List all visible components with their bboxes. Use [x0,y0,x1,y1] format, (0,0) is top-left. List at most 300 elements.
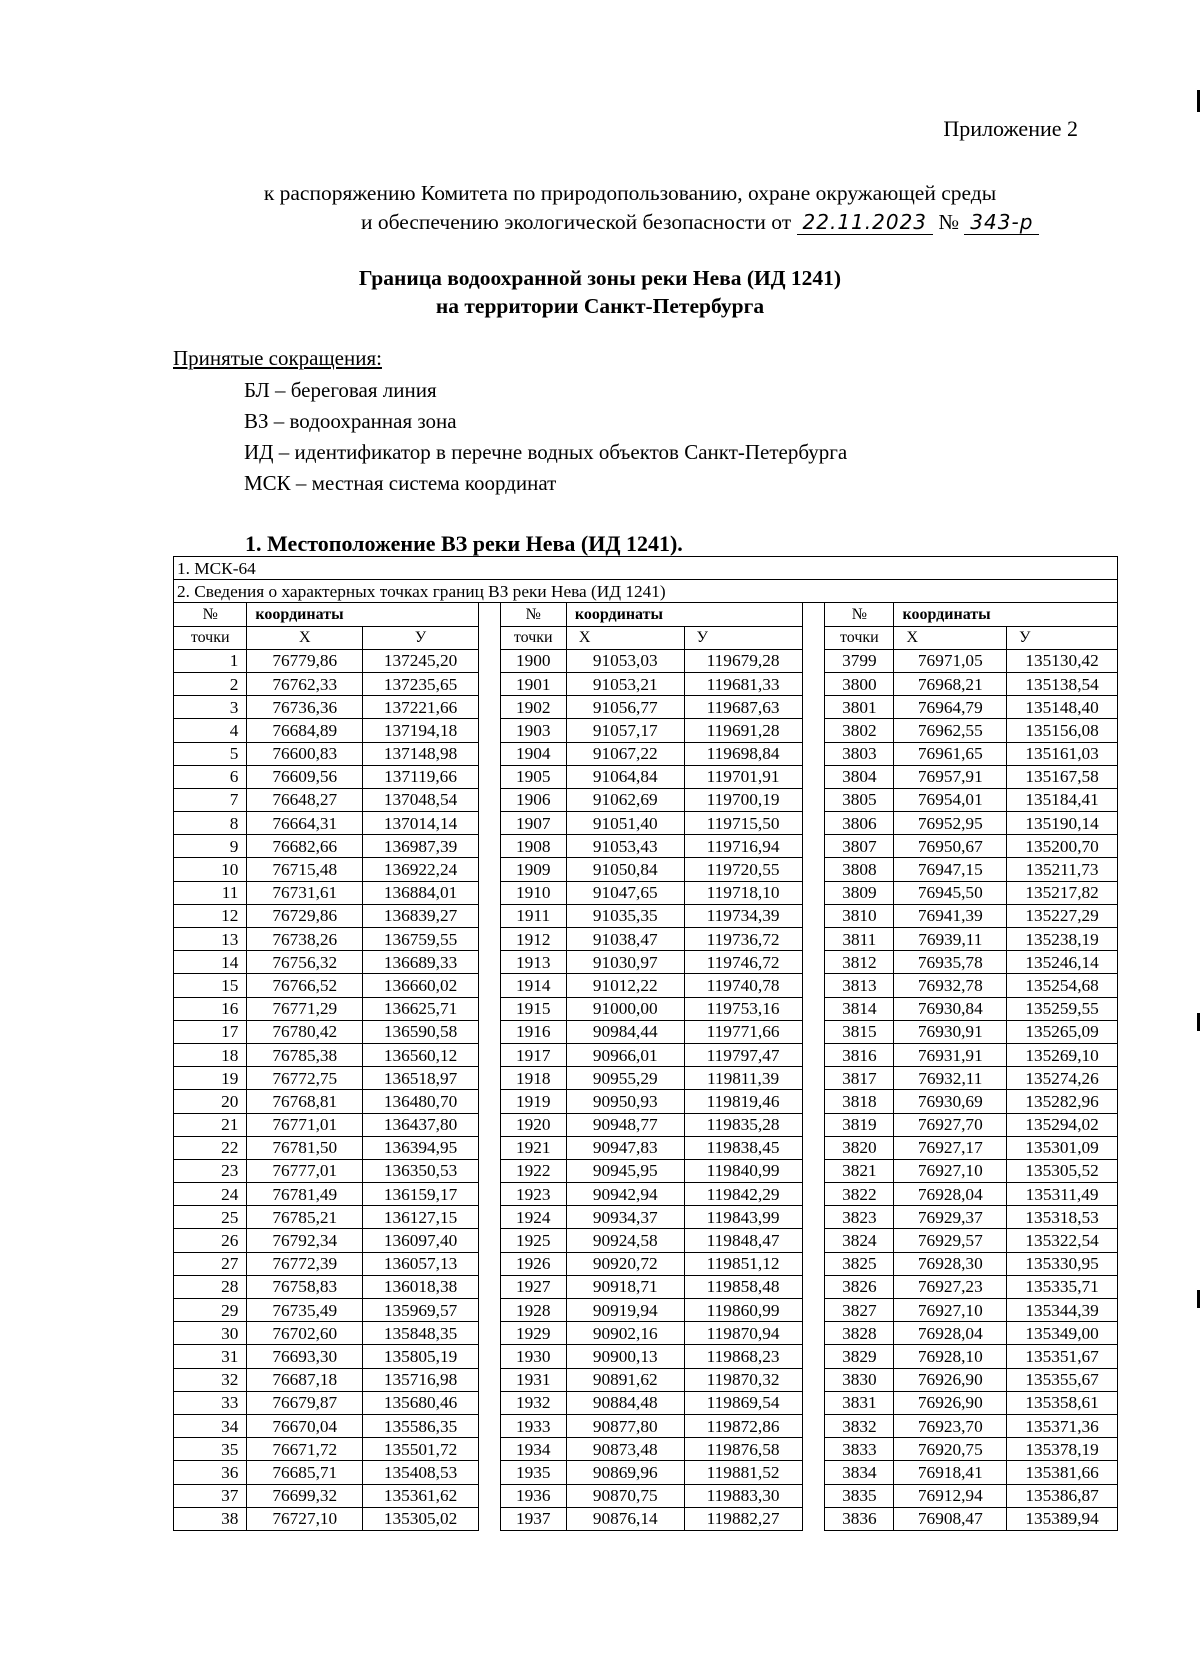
header-coordinates: координаты [894,603,1118,626]
table-cell-x-coordinate: 91012,22 [566,974,684,997]
table-cell-y-coordinate: 135265,09 [1007,1020,1118,1043]
table-cell-point-number: 3820 [825,1136,894,1159]
table-cell-y-coordinate: 119716,94 [684,835,802,858]
table-cell-point-number: 11 [174,881,247,904]
table-cell-x-coordinate: 76762,33 [247,672,363,695]
table-cell-point-number: 3811 [825,928,894,951]
table-cell-point-number: 1915 [500,997,566,1020]
header-coordinates: координаты [566,603,802,626]
table-row [174,974,1118,997]
table-cell-x-coordinate: 76928,04 [894,1322,1007,1345]
table-cell-y-coordinate: 137148,98 [363,742,479,765]
table-cell-y-coordinate: 119753,16 [684,997,802,1020]
table-cell-point-number: 34 [174,1414,247,1437]
table-cell-x-coordinate: 90870,75 [566,1484,684,1507]
table-cell-x-coordinate: 76731,61 [247,881,363,904]
coordinates-table [173,556,1118,1531]
table-cell-point-number: 1912 [500,928,566,951]
table-cell-y-coordinate: 135381,66 [1007,1461,1118,1484]
table-cell-y-coordinate: 119687,63 [684,696,802,719]
table-cell-y-coordinate: 135211,73 [1007,858,1118,881]
table-cell-point-number: 3812 [825,951,894,974]
table-cell-point-number: 24 [174,1183,247,1206]
table-cell-x-coordinate: 76929,37 [894,1206,1007,1229]
table-cell-point-number: 33 [174,1391,247,1414]
table-row [174,1090,1118,1113]
table-cell-y-coordinate: 135318,53 [1007,1206,1118,1229]
table-cell-x-coordinate: 90876,14 [566,1507,684,1530]
table-cell-y-coordinate: 135184,41 [1007,788,1118,811]
table-cell-point-number: 6 [174,765,247,788]
table-cell-y-coordinate: 119740,78 [684,974,802,997]
table-cell-y-coordinate: 119838,45 [684,1136,802,1159]
table-cell-x-coordinate: 76682,66 [247,835,363,858]
table-cell-point-number: 35 [174,1438,247,1461]
table-cell-point-number: 14 [174,951,247,974]
table-cell-y-coordinate: 119851,12 [684,1252,802,1275]
table-cell-y-coordinate: 119840,99 [684,1159,802,1182]
table-cell-point-number: 1931 [500,1368,566,1391]
table-cell-x-coordinate: 76932,11 [894,1067,1007,1090]
table-cell-x-coordinate: 76926,90 [894,1391,1007,1414]
table-cell-y-coordinate: 119720,55 [684,858,802,881]
table-cell-y-coordinate: 135217,82 [1007,881,1118,904]
header-x: Х [247,626,363,649]
table-cell-x-coordinate: 91064,84 [566,765,684,788]
header-point: точки [825,626,894,649]
table-cell-x-coordinate: 90900,13 [566,1345,684,1368]
table-cell-x-coordinate: 76727,10 [247,1507,363,1530]
table-cell-point-number: 1914 [500,974,566,997]
table-cell-y-coordinate: 119691,28 [684,719,802,742]
table-cell-y-coordinate: 135190,14 [1007,812,1118,835]
table-cell-point-number: 1922 [500,1159,566,1182]
table-cell-point-number: 21 [174,1113,247,1136]
table-cell-y-coordinate: 119679,28 [684,649,802,672]
table-cell-point-number: 3809 [825,881,894,904]
header-y: У [1007,626,1118,649]
table-row [174,1252,1118,1275]
table-row [174,1391,1118,1414]
table-cell-point-number: 3830 [825,1368,894,1391]
table-cell-y-coordinate: 136097,40 [363,1229,479,1252]
table-row [174,1368,1118,1391]
table-cell-point-number: 1902 [500,696,566,719]
table-cell-point-number: 1916 [500,1020,566,1043]
table-cell-x-coordinate: 76772,39 [247,1252,363,1275]
table-cell-point-number: 7 [174,788,247,811]
table-cell-x-coordinate: 76687,18 [247,1368,363,1391]
table-cell-y-coordinate: 119872,86 [684,1414,802,1437]
table-cell-y-coordinate: 119746,72 [684,951,802,974]
table-cell-point-number: 1927 [500,1275,566,1298]
table-cell-y-coordinate: 135322,54 [1007,1229,1118,1252]
table-cell-point-number: 3810 [825,904,894,927]
table-row [174,1484,1118,1507]
table-cell-point-number: 18 [174,1043,247,1066]
table-cell-y-coordinate: 135200,70 [1007,835,1118,858]
abbreviation-item: МСК – местная система координат [244,471,557,495]
table-row [174,1159,1118,1182]
table-cell-y-coordinate: 135156,08 [1007,719,1118,742]
table-cell-x-coordinate: 76908,47 [894,1507,1007,1530]
table-cell-x-coordinate: 90934,37 [566,1206,684,1229]
table-cell-y-coordinate: 135274,26 [1007,1067,1118,1090]
table-row [174,951,1118,974]
table-cell-x-coordinate: 76600,83 [247,742,363,765]
table-cell-point-number: 3818 [825,1090,894,1113]
table-cell-point-number: 19 [174,1067,247,1090]
table-cell-x-coordinate: 76928,10 [894,1345,1007,1368]
table-cell-x-coordinate: 91030,97 [566,951,684,974]
table-cell-point-number: 3805 [825,788,894,811]
table-cell-y-coordinate: 135344,39 [1007,1299,1118,1322]
order-number-handwritten: 343-р [964,210,1039,235]
table-cell-y-coordinate: 135330,95 [1007,1252,1118,1275]
table-row [174,1113,1118,1136]
table-cell-x-coordinate: 76968,21 [894,672,1007,695]
table-cell-point-number: 3835 [825,1484,894,1507]
table-cell-y-coordinate: 135161,03 [1007,742,1118,765]
table-row [174,1136,1118,1159]
table-row [174,742,1118,765]
table-cell-point-number: 1934 [500,1438,566,1461]
table-cell-y-coordinate: 135294,02 [1007,1113,1118,1136]
table-cell-point-number: 3819 [825,1113,894,1136]
table-cell-point-number: 1918 [500,1067,566,1090]
table-cell-point-number: 3799 [825,649,894,672]
table-row [174,788,1118,811]
table-cell-point-number: 4 [174,719,247,742]
table-cell-point-number: 1900 [500,649,566,672]
table-cell-y-coordinate: 135227,29 [1007,904,1118,927]
table-cell-point-number: 3807 [825,835,894,858]
table-cell-y-coordinate: 135501,72 [363,1438,479,1461]
table-cell-point-number: 2 [174,672,247,695]
table-cell-y-coordinate: 135378,19 [1007,1438,1118,1461]
table-cell-y-coordinate: 119698,84 [684,742,802,765]
table-cell-y-coordinate: 137048,54 [363,788,479,811]
table-cell-y-coordinate: 135167,58 [1007,765,1118,788]
table-cell-y-coordinate: 119869,54 [684,1391,802,1414]
header-point: точки [174,626,247,649]
header-x: Х [894,626,1007,649]
table-row [174,835,1118,858]
table-cell-x-coordinate: 91000,00 [566,997,684,1020]
table-cell-point-number: 1906 [500,788,566,811]
table-row [174,1229,1118,1252]
table-cell-x-coordinate: 90984,44 [566,1020,684,1043]
table-cell-y-coordinate: 119701,91 [684,765,802,788]
table-cell-x-coordinate: 76664,31 [247,812,363,835]
table-cell-y-coordinate: 135586,35 [363,1414,479,1437]
table-cell-y-coordinate: 135254,68 [1007,974,1118,997]
table-row [174,1322,1118,1345]
table-cell-point-number: 3815 [825,1020,894,1043]
table-cell-point-number: 1910 [500,881,566,904]
table-cell-y-coordinate: 135246,14 [1007,951,1118,974]
table-cell-y-coordinate: 119860,99 [684,1299,802,1322]
table-cell-point-number: 20 [174,1090,247,1113]
table-cell-point-number: 3831 [825,1391,894,1414]
table-cell-x-coordinate: 76766,52 [247,974,363,997]
table-cell-x-coordinate: 90884,48 [566,1391,684,1414]
table-cell-y-coordinate: 119842,29 [684,1183,802,1206]
table-cell-y-coordinate: 135269,10 [1007,1043,1118,1066]
table-cell-x-coordinate: 76693,30 [247,1345,363,1368]
table-cell-point-number: 1935 [500,1461,566,1484]
table-cell-point-number: 3817 [825,1067,894,1090]
order-reference-line-1: к распоряжению Комитета по природопользованию, охране окружающей среды [263,181,997,205]
table-cell-x-coordinate: 76928,30 [894,1252,1007,1275]
table-cell-point-number: 3816 [825,1043,894,1066]
table-cell-x-coordinate: 76928,04 [894,1183,1007,1206]
table-cell-y-coordinate: 136394,95 [363,1136,479,1159]
table-cell-y-coordinate: 135716,98 [363,1368,479,1391]
table-cell-x-coordinate: 90950,93 [566,1090,684,1113]
table-cell-x-coordinate: 90902,16 [566,1322,684,1345]
table-cell-x-coordinate: 76670,04 [247,1414,363,1437]
table-cell-point-number: 3 [174,696,247,719]
table-cell-y-coordinate: 136759,55 [363,928,479,951]
table-cell-x-coordinate: 76927,10 [894,1299,1007,1322]
table-cell-x-coordinate: 76930,91 [894,1020,1007,1043]
header-y: У [684,626,802,649]
table-cell-y-coordinate: 135408,53 [363,1461,479,1484]
table-cell-y-coordinate: 135148,40 [1007,696,1118,719]
header-coordinates: координаты [247,603,479,626]
document-title [0,264,1200,320]
table-cell-y-coordinate: 119843,99 [684,1206,802,1229]
table-cell-x-coordinate: 91051,40 [566,812,684,835]
table-cell-y-coordinate: 137221,66 [363,696,479,719]
table-cell-x-coordinate: 76779,86 [247,649,363,672]
order-number-label: № [938,210,959,234]
table-cell-point-number: 1919 [500,1090,566,1113]
table-cell-x-coordinate: 90873,48 [566,1438,684,1461]
table-cell-x-coordinate: 90945,95 [566,1159,684,1182]
table-cell-y-coordinate: 135386,87 [1007,1484,1118,1507]
table-cell-x-coordinate: 91053,43 [566,835,684,858]
table-cell-y-coordinate: 119848,47 [684,1229,802,1252]
table-cell-y-coordinate: 119715,50 [684,812,802,835]
table-cell-point-number: 1903 [500,719,566,742]
table-cell-y-coordinate: 119718,10 [684,881,802,904]
table-cell-point-number: 8 [174,812,247,835]
table-cell-point-number: 28 [174,1275,247,1298]
table-cell-y-coordinate: 136057,13 [363,1252,479,1275]
table-cell-x-coordinate: 76738,26 [247,928,363,951]
table-cell-x-coordinate: 76939,11 [894,928,1007,951]
table-cell-point-number: 1905 [500,765,566,788]
table-cell-point-number: 1913 [500,951,566,974]
table-cell-x-coordinate: 76684,89 [247,719,363,742]
table-cell-y-coordinate: 135238,19 [1007,928,1118,951]
table-cell-y-coordinate: 135259,55 [1007,997,1118,1020]
table-cell-y-coordinate: 135389,94 [1007,1507,1118,1530]
table-cell-y-coordinate: 135361,62 [363,1484,479,1507]
table-cell-y-coordinate: 119797,47 [684,1043,802,1066]
table-cell-point-number: 3801 [825,696,894,719]
order-reference-line-2 [361,210,1039,235]
table-cell-y-coordinate: 136437,80 [363,1113,479,1136]
table-cell-y-coordinate: 119858,48 [684,1275,802,1298]
table-cell-y-coordinate: 136350,53 [363,1159,479,1182]
table-row [174,812,1118,835]
table-cell-x-coordinate: 76609,56 [247,765,363,788]
table-cell-y-coordinate: 119734,39 [684,904,802,927]
table-cell-point-number: 1925 [500,1229,566,1252]
table-cell-y-coordinate: 137235,65 [363,672,479,695]
table-cell-x-coordinate: 76679,87 [247,1391,363,1414]
table-cell-point-number: 1929 [500,1322,566,1345]
table-cell-x-coordinate: 76964,79 [894,696,1007,719]
table-cell-point-number: 22 [174,1136,247,1159]
header-no: № [500,603,566,626]
table-cell-point-number: 3822 [825,1183,894,1206]
table-cell-point-number: 10 [174,858,247,881]
table-cell-y-coordinate: 135138,54 [1007,672,1118,695]
table-cell-y-coordinate: 135351,67 [1007,1345,1118,1368]
table-cell-point-number: 3800 [825,672,894,695]
table-cell-y-coordinate: 119881,52 [684,1461,802,1484]
table-cell-x-coordinate: 76927,23 [894,1275,1007,1298]
abbreviations-heading: Принятые сокращения: [173,346,382,370]
table-cell-y-coordinate: 135282,96 [1007,1090,1118,1113]
table-cell-x-coordinate: 76785,38 [247,1043,363,1066]
table-cell-x-coordinate: 76930,69 [894,1090,1007,1113]
abbreviation-item: ВЗ – водоохранная зона [244,409,457,433]
table-cell-point-number: 1 [174,649,247,672]
table-cell-point-number: 9 [174,835,247,858]
table-row [174,1020,1118,1043]
table-cell-y-coordinate: 119819,46 [684,1090,802,1113]
table-cell-x-coordinate: 76736,36 [247,696,363,719]
table-cell-point-number: 16 [174,997,247,1020]
table-cell-x-coordinate: 90942,94 [566,1183,684,1206]
table-cell-point-number: 3808 [825,858,894,881]
table-cell-point-number: 3804 [825,765,894,788]
table-cell-point-number: 1901 [500,672,566,695]
table-row [174,1299,1118,1322]
table-cell-point-number: 3803 [825,742,894,765]
table-cell-x-coordinate: 90948,77 [566,1113,684,1136]
table-cell-y-coordinate: 136590,58 [363,1020,479,1043]
header-no: № [825,603,894,626]
table-cell-point-number: 15 [174,974,247,997]
table-cell-x-coordinate: 76961,65 [894,742,1007,765]
table-cell-y-coordinate: 136884,01 [363,881,479,904]
table-cell-x-coordinate: 76926,90 [894,1368,1007,1391]
table-cell-point-number: 32 [174,1368,247,1391]
table-cell-point-number: 3832 [825,1414,894,1437]
table-cell-point-number: 1936 [500,1484,566,1507]
table-cell-point-number: 3823 [825,1206,894,1229]
table-cell-x-coordinate: 90919,94 [566,1299,684,1322]
table-cell-x-coordinate: 76929,57 [894,1229,1007,1252]
table-row [174,1275,1118,1298]
table-cell-point-number: 1921 [500,1136,566,1159]
table-cell-point-number: 1920 [500,1113,566,1136]
table-cell-point-number: 3833 [825,1438,894,1461]
table-row [174,1206,1118,1229]
table-cell-point-number: 3802 [825,719,894,742]
table-cell-y-coordinate: 135349,00 [1007,1322,1118,1345]
table-cell-point-number: 3828 [825,1322,894,1345]
abbreviation-item: ИД – идентификатор в перечне водных объектов Санкт-Петербурга [244,440,848,464]
table-cell-x-coordinate: 91053,03 [566,649,684,672]
table-cell-x-coordinate: 90947,83 [566,1136,684,1159]
table-cell-point-number: 1904 [500,742,566,765]
table-cell-x-coordinate: 76699,32 [247,1484,363,1507]
table-cell-x-coordinate: 91038,47 [566,928,684,951]
table-cell-y-coordinate: 135805,19 [363,1345,479,1368]
order-date-handwritten: 22.11.2023 [797,210,934,235]
table-cell-x-coordinate: 76918,41 [894,1461,1007,1484]
table-cell-y-coordinate: 135969,57 [363,1299,479,1322]
table-cell-y-coordinate: 135335,71 [1007,1275,1118,1298]
table-cell-x-coordinate: 76729,86 [247,904,363,927]
table-row [174,1067,1118,1090]
table-row [174,719,1118,742]
table-cell-point-number: 3824 [825,1229,894,1252]
section-title: 1. Местоположение ВЗ реки Нева (ИД 1241). [245,531,683,556]
table-cell-x-coordinate: 76781,49 [247,1183,363,1206]
table-row [174,1345,1118,1368]
table-cell-x-coordinate: 76771,01 [247,1113,363,1136]
table-cell-y-coordinate: 135130,42 [1007,649,1118,672]
table-cell-point-number: 1930 [500,1345,566,1368]
table-cell-point-number: 17 [174,1020,247,1043]
table-cell-y-coordinate: 119835,28 [684,1113,802,1136]
table-cell-y-coordinate: 135305,52 [1007,1159,1118,1182]
title-line-2: на территории Санкт-Петербурга [435,294,765,318]
table-cell-y-coordinate: 119681,33 [684,672,802,695]
table-cell-point-number: 3834 [825,1461,894,1484]
table-row [174,858,1118,881]
appendix-label: Приложение 2 [943,116,1078,141]
table-cell-x-coordinate: 76772,75 [247,1067,363,1090]
table-cell-x-coordinate: 76735,49 [247,1299,363,1322]
table-cell-x-coordinate: 76771,29 [247,997,363,1020]
table-cell-y-coordinate: 119700,19 [684,788,802,811]
table-cell-point-number: 12 [174,904,247,927]
table-cell-y-coordinate: 135355,67 [1007,1368,1118,1391]
table-cell-point-number: 3836 [825,1507,894,1530]
table-cell-x-coordinate: 76950,67 [894,835,1007,858]
table-cell-y-coordinate: 136560,12 [363,1043,479,1066]
table-row [174,1183,1118,1206]
table-cell-x-coordinate: 76768,81 [247,1090,363,1113]
table-cell-point-number: 1933 [500,1414,566,1437]
table-cell-point-number: 3829 [825,1345,894,1368]
table-cell-point-number: 31 [174,1345,247,1368]
table-cell-point-number: 29 [174,1299,247,1322]
table-cell-point-number: 1924 [500,1206,566,1229]
table-cell-x-coordinate: 76947,15 [894,858,1007,881]
table-cell-point-number: 3826 [825,1275,894,1298]
table-cell-x-coordinate: 76932,78 [894,974,1007,997]
table-cell-point-number: 1907 [500,812,566,835]
table-cell-y-coordinate: 136127,15 [363,1206,479,1229]
table-cell-y-coordinate: 136625,71 [363,997,479,1020]
table-cell-x-coordinate: 76927,17 [894,1136,1007,1159]
table-cell-y-coordinate: 136689,33 [363,951,479,974]
table-cell-point-number: 1923 [500,1183,566,1206]
table-cell-y-coordinate: 135301,09 [1007,1136,1118,1159]
table-cell-x-coordinate: 76927,70 [894,1113,1007,1136]
table-cell-x-coordinate: 90920,72 [566,1252,684,1275]
